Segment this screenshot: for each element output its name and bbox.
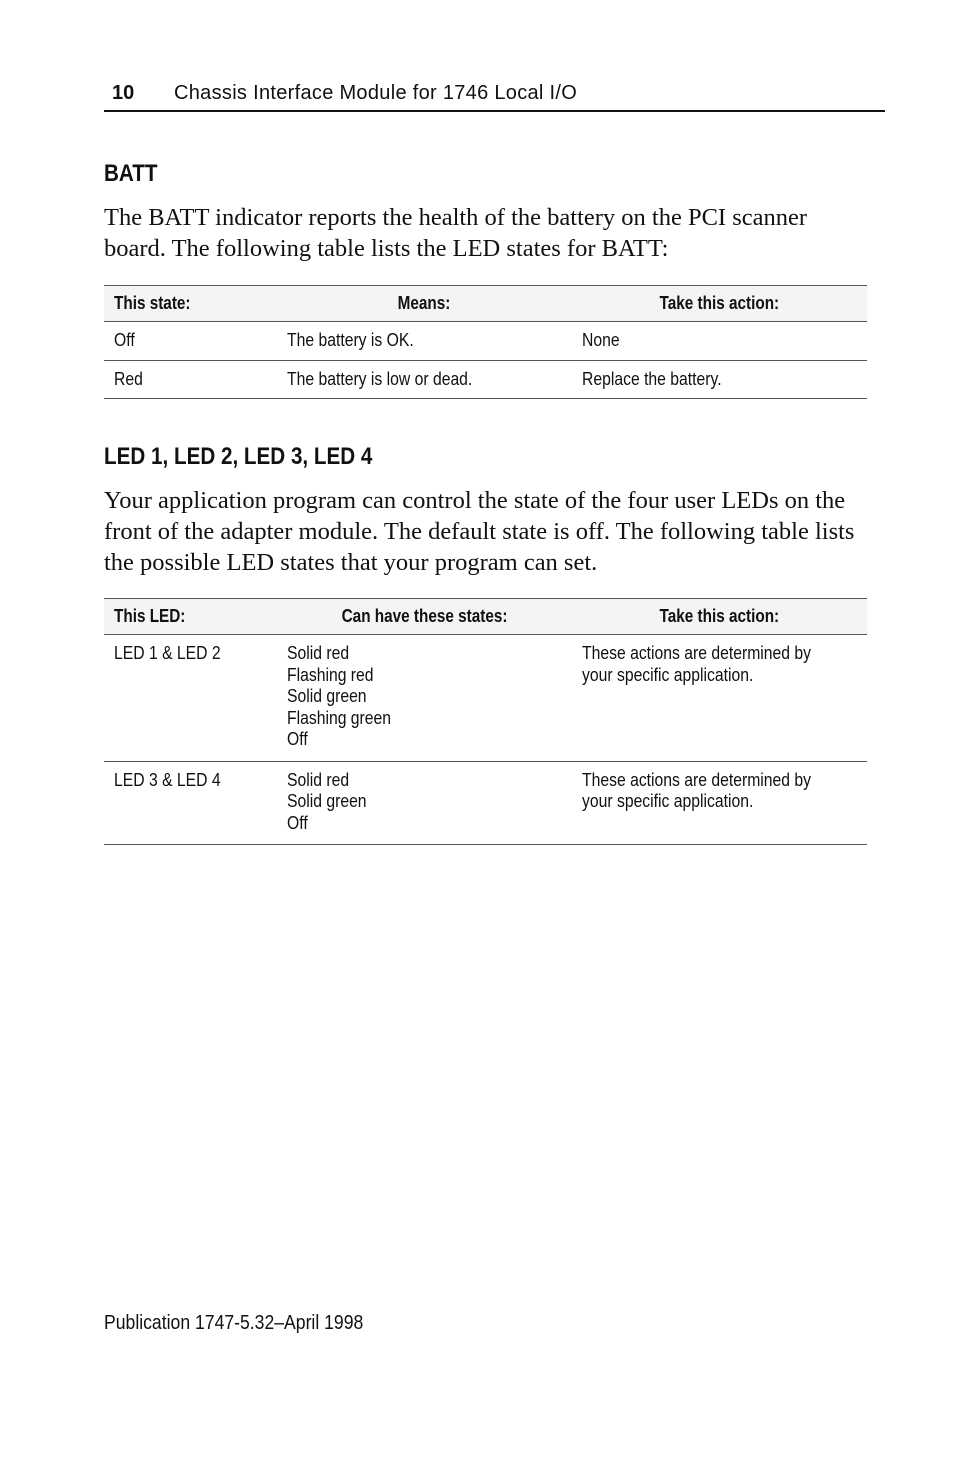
action-line: These actions are determined by [582,642,812,663]
led-table [104,598,867,845]
publication-footer: Publication 1747-5.32–April 1998 [104,1312,364,1334]
action-line: These actions are determined by [582,768,812,790]
column-header: This state: [104,286,277,322]
column-header: Take this action: [572,599,867,635]
running-title: Chassis Interface Module for 1746 Local I/O [174,82,578,104]
batt-table [104,285,867,399]
column-header: This LED: [104,599,277,635]
table-row [104,322,867,361]
state-item: Off [287,811,308,833]
column-header: Can have these states: [277,599,572,635]
table-row [104,360,867,399]
table-cell: The battery is low or dead. [277,360,572,399]
table-cell: None [572,322,867,361]
action-line: your specific application. [582,663,754,685]
action-cell [572,761,867,845]
states-cell [277,635,572,762]
column-header: Means: [277,286,572,322]
batt-heading: BATT [104,160,158,187]
table-cell: The battery is OK. [277,322,572,361]
state-item: Solid green [287,685,367,706]
page-number: 10 [112,82,135,104]
running-header [104,80,885,112]
table-row [104,761,867,845]
state-item: Solid green [287,790,367,811]
batt-section [104,158,867,399]
led-section [104,441,867,845]
led-heading: LED 1, LED 2, LED 3, LED 4 [104,443,373,470]
table-header-row [104,599,867,635]
state-item: Solid red [287,642,350,663]
state-item: Off [287,728,308,749]
table-header-row [104,286,867,322]
table-row [104,635,867,762]
state-item: Flashing red [287,663,374,685]
state-item: Solid red [287,768,350,790]
table-cell: LED 3 & LED 4 [104,761,277,845]
action-line: your specific application. [582,790,754,811]
action-cell [572,635,867,762]
table-cell: Off [104,322,277,361]
states-cell [277,761,572,845]
table-cell: LED 1 & LED 2 [104,635,277,762]
table-cell: Red [104,360,277,399]
column-header: Take this action: [572,286,867,322]
table-cell: Replace the battery. [572,360,867,399]
state-item: Flashing green [287,706,392,728]
batt-paragraph: The BATT indicator reports the health of the battery on the PCI scanner board. The following table lists the LED states for BATT: [104,204,808,262]
led-paragraph: Your application program can control the state of the four user LEDs on the front of the adapter module. The default state is off. The following table lists the possible LED states that your program can set. [104,487,855,576]
